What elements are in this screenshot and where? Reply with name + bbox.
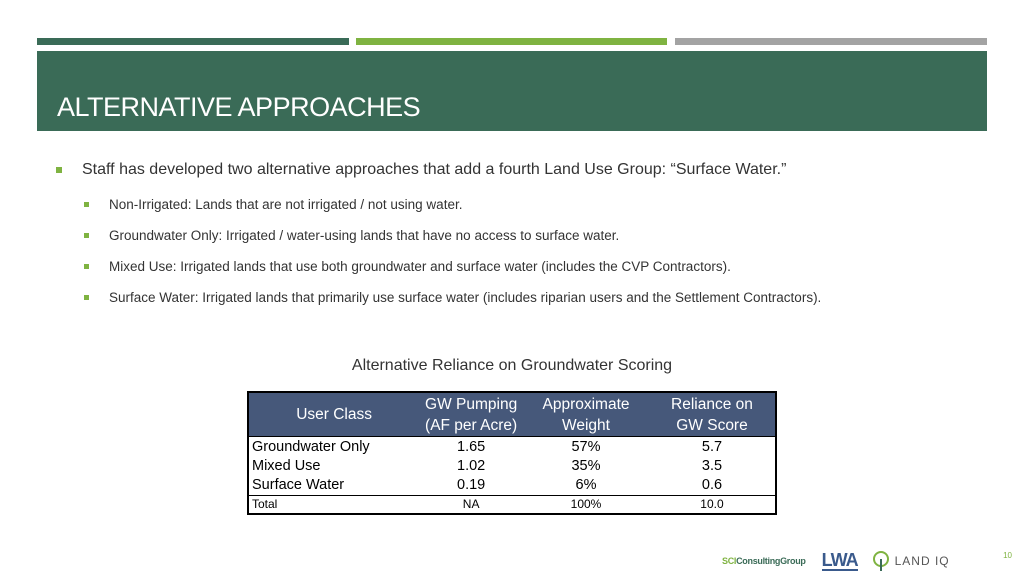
land-iq-pin-icon bbox=[872, 551, 890, 571]
header-reliance-score: Reliance on GW Score bbox=[649, 392, 776, 437]
cell-total-score: 10.0 bbox=[649, 496, 776, 515]
header-weight: Approximate Weight bbox=[523, 392, 649, 437]
bullet-square-icon bbox=[84, 264, 89, 269]
title-bar bbox=[37, 51, 987, 131]
cell-weight: 35% bbox=[571, 458, 601, 474]
top-stripe-dark-green bbox=[37, 38, 349, 45]
sub-bullet-mixed-use bbox=[84, 259, 731, 274]
cell-user-class: Groundwater Only bbox=[248, 437, 419, 458]
cell-pumping: 1.02 bbox=[457, 458, 486, 474]
header-user-class: User Class bbox=[248, 392, 419, 437]
sub-bullet-text: Groundwater Only: Irrigated / water-using lands that have no access to surface water. bbox=[109, 228, 620, 243]
slide-title: ALTERNATIVE APPROACHES bbox=[57, 92, 421, 122]
cell-user-class: Mixed Use bbox=[252, 458, 321, 474]
sub-bullet-text: Mixed Use: Irrigated lands that use both groundwater and surface water (includes the CVP Contractors). bbox=[109, 259, 731, 274]
cell-score: 5.7 bbox=[649, 437, 776, 458]
sub-bullet-surface-water bbox=[84, 290, 821, 305]
main-bullet-text: Staff has developed two alternative approaches that add a fourth Land Use Group: “Surface Water.” bbox=[82, 161, 787, 178]
land-iq-logo: LAND IQ bbox=[872, 551, 950, 571]
sub-bullet-text: Surface Water: Irrigated lands that primarily use surface water (includes riparian users and the Settlement Contractors). bbox=[109, 290, 822, 305]
cell-pumping: 1.65 bbox=[419, 437, 523, 458]
footer-logos bbox=[722, 549, 950, 573]
table-caption: Alternative Reliance on Groundwater Scoring bbox=[351, 357, 673, 374]
sub-bullet-text: Non-Irrigated: Lands that are not irrigated / not using water. bbox=[109, 197, 463, 212]
sub-bullet-non-irrigated bbox=[84, 197, 462, 212]
cell-weight: 6% bbox=[575, 477, 597, 493]
cell-total-pumping: NA bbox=[419, 496, 523, 515]
table-row bbox=[248, 476, 776, 496]
scoring-table bbox=[247, 391, 777, 515]
cell-total-weight: 100% bbox=[523, 496, 649, 515]
cell-score: 0.6 bbox=[701, 477, 723, 493]
header-gw-pumping: GW Pumping (AF per Acre) bbox=[419, 392, 523, 437]
bullet-square-icon bbox=[84, 233, 89, 238]
bullet-square-icon bbox=[84, 202, 89, 207]
cell-pumping: 0.19 bbox=[457, 477, 486, 493]
table-row bbox=[248, 457, 776, 476]
table-header-row bbox=[248, 392, 776, 437]
bullet-square-icon bbox=[84, 295, 89, 300]
cell-weight: 57% bbox=[523, 437, 649, 458]
top-stripe-gray bbox=[675, 38, 987, 45]
bullet-square-icon bbox=[56, 167, 62, 173]
cell-user-class: Surface Water bbox=[252, 477, 345, 493]
cell-score: 3.5 bbox=[701, 458, 723, 474]
main-bullet bbox=[56, 161, 786, 179]
lwa-logo: LWA bbox=[821, 550, 858, 570]
sci-consulting-logo: SCIConsultingGroup bbox=[722, 556, 806, 566]
table-total-row bbox=[248, 496, 776, 515]
top-stripe-light-green bbox=[356, 38, 667, 45]
cell-total-label: Total bbox=[248, 496, 419, 515]
sub-bullet-groundwater-only bbox=[84, 228, 619, 243]
page-number: 10 bbox=[1003, 551, 1012, 560]
table-row bbox=[248, 437, 776, 458]
